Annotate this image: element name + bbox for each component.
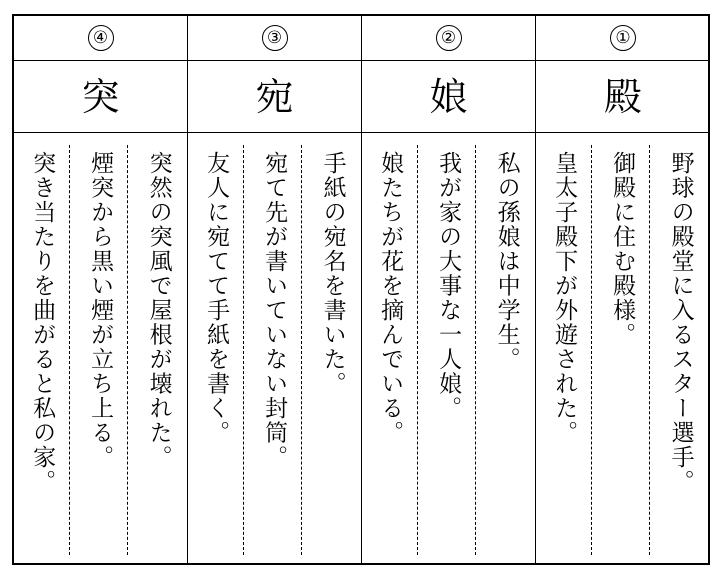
example-sentence: 手紙の宛名を書いた。: [319, 151, 346, 396]
column-4: [14, 16, 188, 563]
example-sentence: 私の孫娘は中学生。: [493, 151, 520, 372]
sentence-area: [188, 133, 361, 563]
example-sentence: 我が家の大事な一人娘。: [420, 145, 476, 555]
number-cell: [536, 16, 710, 61]
example-sentence: 御殿に住む殿様。: [594, 145, 650, 555]
sentence-area: [362, 133, 535, 563]
target-kanji: 娘: [429, 74, 468, 119]
target-kanji: 宛: [255, 74, 294, 119]
kanji-cell: [362, 61, 535, 133]
example-sentence: 友人に宛てて手紙を書く。: [188, 145, 244, 555]
number-cell: [362, 16, 535, 61]
number-cell: [14, 16, 187, 61]
kanji-worksheet: [12, 14, 710, 565]
example-sentence: 野球の殿堂に入るスター選手。: [667, 151, 694, 494]
example-sentence: 突然の突風で屋根が壊れた。: [145, 151, 172, 470]
example-sentence: 娘たちが花を摘んでいる。: [362, 145, 418, 555]
column-2: [362, 16, 536, 563]
example-sentence: 煙突から黒い煙が立ち上る。: [72, 145, 128, 555]
target-kanji: 突: [81, 74, 120, 119]
sentence-area: [14, 133, 187, 563]
column-3: [188, 16, 362, 563]
circled-number: ②: [436, 25, 462, 51]
kanji-cell: [14, 61, 187, 133]
circled-number: ④: [88, 25, 114, 51]
target-kanji: 殿: [603, 74, 642, 119]
kanji-cell: [536, 61, 710, 133]
number-cell: [188, 16, 361, 61]
column-1: [536, 16, 710, 563]
example-sentence: 突き当たりを曲がると私の家。: [14, 145, 70, 555]
circled-number: ①: [610, 25, 636, 51]
example-sentence: 皇太子殿下が外遊された。: [536, 145, 592, 555]
sentence-area: [536, 133, 710, 563]
example-sentence: 宛て先が書いていない封筒。: [246, 145, 302, 555]
kanji-cell: [188, 61, 361, 133]
circled-number: ③: [262, 25, 288, 51]
